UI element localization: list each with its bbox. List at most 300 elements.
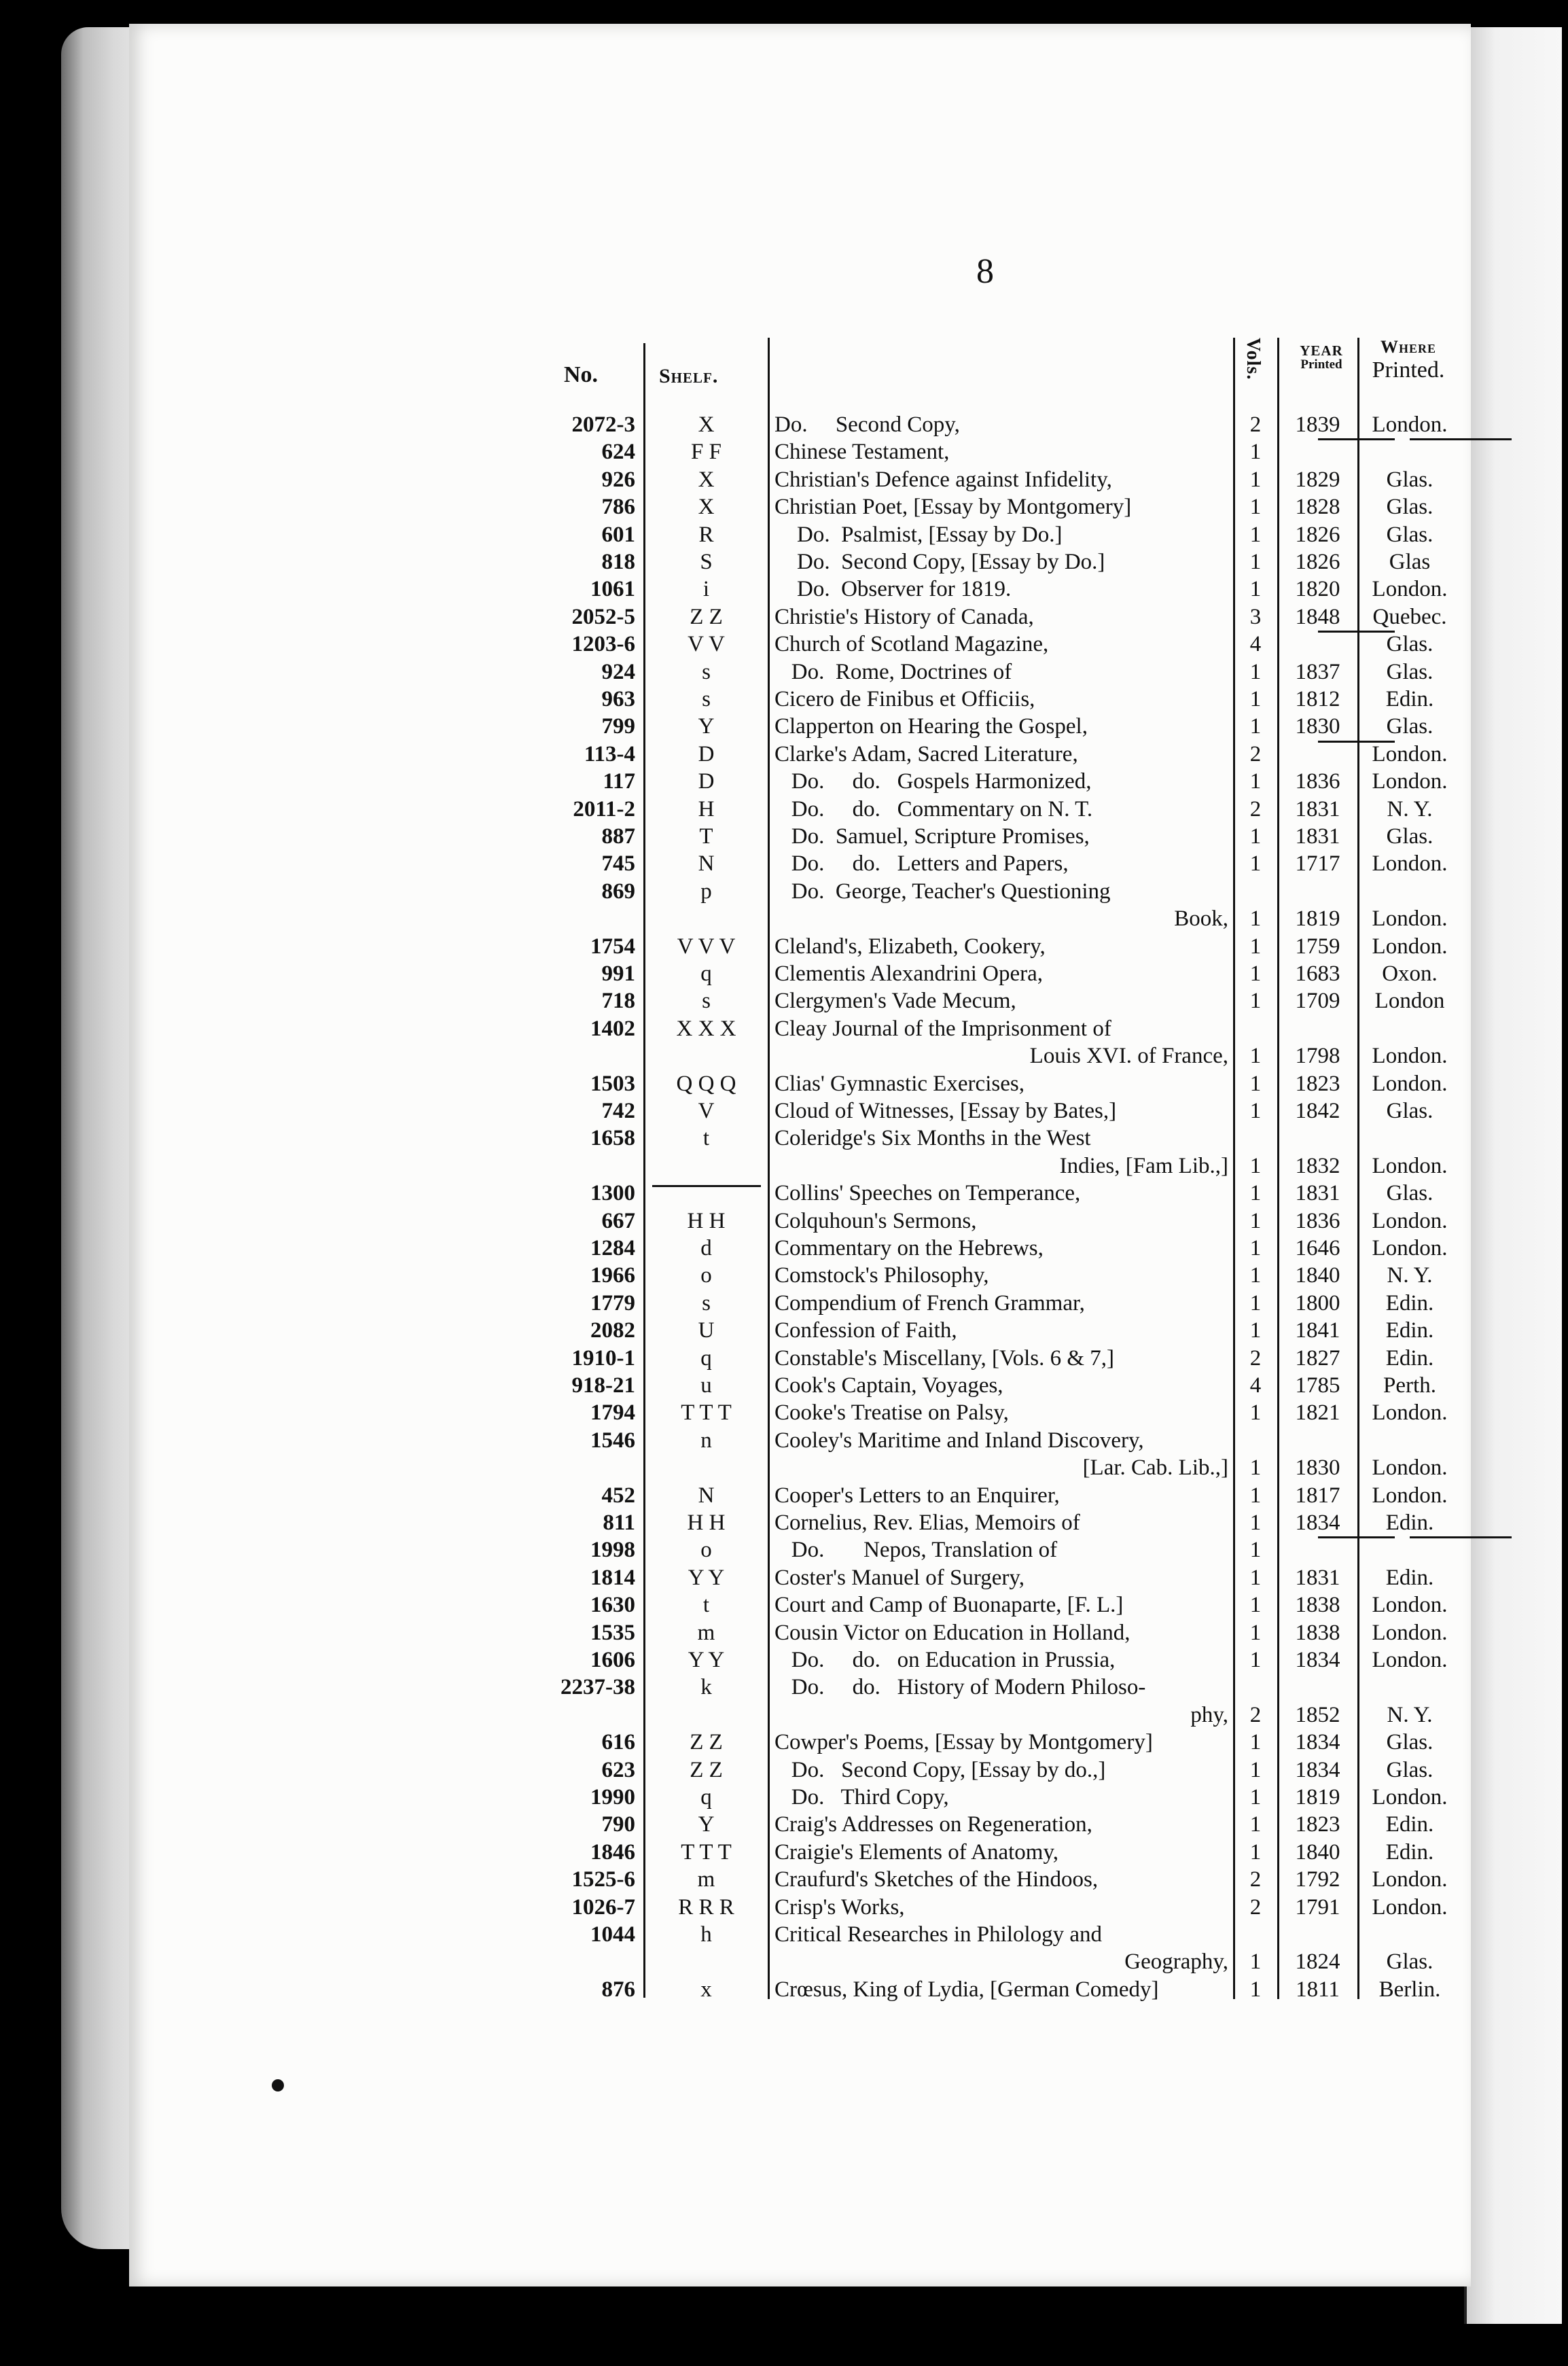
table-row — [129, 411, 1471, 438]
entry-title: Crœsus, King of Lydia, [German Comedy] — [774, 1977, 1159, 2002]
table-row — [129, 1756, 1471, 1784]
entry-title: Do. Observer for 1819. — [774, 577, 1012, 602]
entry-title-continuation: phy, — [1190, 1702, 1228, 1727]
entry-no: 601 — [601, 522, 635, 547]
table-row — [129, 1536, 1471, 1564]
table-row-continuation — [129, 1454, 1471, 1481]
entry-year: 1785 — [1295, 1373, 1340, 1398]
entry-where: London. — [1372, 1894, 1448, 1920]
entry-vols: 1 — [1249, 1785, 1262, 1809]
entry-year: 1831 — [1295, 824, 1340, 849]
entry-no: 117 — [603, 769, 635, 794]
header-no: No. — [564, 362, 599, 387]
table-row — [129, 1399, 1471, 1426]
entry-year: 1759 — [1295, 934, 1340, 959]
entry-vols: 1 — [1249, 1620, 1262, 1645]
next-page-edge — [1464, 27, 1562, 2324]
entry-no: 1203-6 — [571, 632, 635, 657]
entry-shelf: o — [700, 1538, 712, 1563]
entry-shelf: s — [702, 687, 711, 711]
entry-shelf: q — [700, 1345, 712, 1371]
entry-year: 1811 — [1296, 1977, 1340, 2002]
entry-shelf: Q Q Q — [676, 1071, 736, 1096]
entry-year: 1852 — [1295, 1702, 1340, 1727]
entry-where: Glas. — [1386, 659, 1433, 684]
entry-title: Crisp's Works, — [774, 1894, 905, 1920]
entry-year: 1646 — [1295, 1236, 1340, 1260]
entry-title: Clias' Gymnastic Exercises, — [774, 1071, 1024, 1096]
entry-shelf: x — [700, 1977, 712, 2002]
table-row — [129, 823, 1471, 850]
table-row — [129, 1235, 1471, 1262]
entry-title: Christie's History of Canada, — [774, 604, 1034, 629]
entry-shelf: V — [698, 1099, 715, 1123]
table-row — [129, 1180, 1471, 1207]
entry-shelf: t — [702, 1126, 710, 1151]
header-year-top: YEAR — [1300, 342, 1343, 359]
entry-title: Do. Second Copy, [Essay by do.,] — [774, 1757, 1106, 1782]
entry-title: Cooke's Treatise on Palsy, — [774, 1400, 1009, 1426]
entry-vols: 1 — [1249, 1949, 1262, 1975]
entry-vols: 1 — [1249, 467, 1262, 492]
entry-where: London. — [1372, 1483, 1448, 1508]
entry-year: 1841 — [1295, 1318, 1340, 1343]
entry-shelf: Y — [698, 714, 715, 739]
entry-year: 1834 — [1295, 1511, 1340, 1535]
entry-where: Glas. — [1386, 495, 1433, 520]
entry-vols: 2 — [1249, 1867, 1262, 1892]
entry-where: London. — [1372, 906, 1448, 932]
entry-where: London. — [1372, 1236, 1448, 1260]
entry-vols: 1 — [1249, 1757, 1262, 1782]
entry-no: 1284 — [590, 1236, 635, 1260]
entry-title: Commentary on the Hebrews, — [774, 1236, 1044, 1260]
entry-vols: 1 — [1249, 824, 1262, 849]
entry-title: Cicero de Finibus et Officiis, — [774, 687, 1035, 711]
entry-no: 1535 — [590, 1620, 635, 1645]
entry-title: Coster's Manuel of Surgery, — [774, 1565, 1024, 1590]
entry-where: N. Y. — [1387, 1702, 1433, 1727]
header-vols: Vols. — [1243, 338, 1264, 381]
entry-title: Cook's Captain, Voyages, — [774, 1373, 1003, 1398]
entry-vols: 2 — [1249, 741, 1262, 766]
table-row — [129, 1097, 1471, 1125]
entry-shelf: V V V — [677, 934, 736, 959]
entry-no: 2052-5 — [571, 604, 635, 629]
entry-vols: 1 — [1249, 1593, 1262, 1618]
entry-where: Glas. — [1386, 632, 1433, 657]
entry-no: 1044 — [590, 1922, 635, 1947]
entry-title: Chinese Testament, — [774, 440, 950, 465]
entry-vols: 2 — [1249, 796, 1262, 822]
table-row — [129, 493, 1471, 520]
entry-where: London — [1374, 989, 1445, 1014]
entry-title-continuation: Book, — [1174, 906, 1228, 932]
table-row — [129, 1921, 1471, 1948]
entry-year: 1823 — [1295, 1812, 1340, 1837]
page-number: 8 — [976, 252, 994, 291]
entry-where: Edin. — [1385, 1839, 1434, 1865]
entry-shelf: d — [700, 1236, 712, 1260]
entry-title: Do. do. Gospels Harmonized, — [774, 769, 1092, 794]
table-row — [129, 1509, 1471, 1536]
entry-no: 926 — [601, 467, 635, 492]
entry-no: 1606 — [590, 1648, 635, 1672]
entry-title: Do. do. on Education in Prussia, — [774, 1648, 1116, 1672]
entry-shelf: T T T — [681, 1839, 732, 1865]
entry-no: 876 — [601, 1977, 635, 2002]
table-row — [129, 1290, 1471, 1317]
table-row — [129, 878, 1471, 905]
entry-vols: 1 — [1249, 851, 1262, 877]
table-row-continuation — [129, 1701, 1471, 1729]
entry-title: Christian's Defence against Infidelity, — [774, 467, 1112, 492]
entry-vols: 1 — [1249, 1455, 1262, 1481]
entry-no: 799 — [601, 714, 635, 739]
entry-title: Do. Psalmist, [Essay by Do.] — [774, 522, 1063, 547]
entry-no: 887 — [601, 824, 635, 849]
entry-where: London. — [1372, 1593, 1448, 1618]
table-row — [129, 850, 1471, 877]
entry-no: 963 — [601, 687, 635, 711]
entry-no: 869 — [601, 879, 635, 904]
entry-title: Collins' Speeches on Temperance, — [774, 1181, 1081, 1206]
entry-title: Cousin Victor on Education in Holland, — [774, 1620, 1130, 1645]
entry-where: Oxon. — [1382, 961, 1438, 986]
table-row — [129, 1345, 1471, 1372]
entry-shelf: H H — [687, 1208, 726, 1233]
entry-year: 1837 — [1295, 659, 1340, 684]
entry-no: 1846 — [590, 1839, 635, 1865]
table-row — [129, 1866, 1471, 1893]
entry-title: Confession of Faith, — [774, 1318, 957, 1343]
entry-vols: 1 — [1249, 1565, 1262, 1590]
table-row — [129, 1207, 1471, 1235]
entry-title-continuation: Indies, [Fam Lib.,] — [1059, 1153, 1228, 1178]
entry-vols: 1 — [1249, 1099, 1262, 1123]
entry-title: Cleay Journal of the Imprisonment of — [774, 1016, 1111, 1041]
entry-no: 1754 — [590, 934, 635, 959]
entry-shelf: s — [702, 659, 711, 684]
entry-shelf: Y Y — [688, 1565, 725, 1590]
entry-year: 1840 — [1295, 1839, 1340, 1865]
entry-shelf: V V — [688, 632, 725, 657]
entry-title: Church of Scotland Magazine, — [774, 632, 1049, 657]
entry-no: 2237-38 — [560, 1675, 635, 1700]
entry-where: London. — [1372, 741, 1448, 766]
entry-shelf: u — [700, 1373, 712, 1398]
entry-title: Constable's Miscellany, [Vols. 6 & 7,] — [774, 1345, 1114, 1371]
entry-no: 786 — [601, 495, 635, 520]
entry-title-continuation: Louis XVI. of France, — [1029, 1044, 1228, 1069]
entry-where: London. — [1372, 934, 1448, 959]
entry-no: 1779 — [590, 1290, 635, 1316]
entry-vols: 1 — [1249, 1538, 1262, 1563]
entry-year: 1826 — [1295, 550, 1340, 574]
entry-shelf: T — [699, 824, 713, 849]
entry-no: 1525-6 — [571, 1867, 635, 1892]
entry-year: 1834 — [1295, 1730, 1340, 1755]
table-row — [129, 741, 1471, 768]
header-year-bottom: Printed — [1300, 357, 1342, 372]
entry-year: 1831 — [1295, 796, 1340, 822]
entry-where: London. — [1372, 1620, 1448, 1645]
table-row — [129, 631, 1471, 658]
entry-vols: 1 — [1249, 550, 1262, 574]
entry-shelf: D — [698, 769, 715, 794]
entry-shelf: s — [702, 1290, 711, 1316]
header-where-top: Where — [1380, 337, 1436, 357]
entry-year: 1839 — [1295, 412, 1340, 437]
entry-where: Glas. — [1386, 522, 1433, 547]
entry-shelf: R — [698, 522, 714, 547]
entry-vols: 1 — [1249, 577, 1262, 602]
entry-title: Coleridge's Six Months in the West — [774, 1126, 1091, 1151]
entry-title: Craufurd's Sketches of the Hindoos, — [774, 1867, 1099, 1892]
entry-vols: 1 — [1249, 1812, 1262, 1837]
entry-no: 790 — [601, 1812, 635, 1837]
entry-no: 624 — [601, 440, 635, 465]
entry-year: 1791 — [1295, 1894, 1340, 1920]
table-row — [129, 548, 1471, 576]
entry-year: 1828 — [1295, 495, 1340, 520]
entry-no: 616 — [601, 1730, 635, 1755]
entry-shelf: R R R — [678, 1894, 734, 1920]
entry-shelf: Z Z — [690, 604, 723, 629]
entry-where: Perth. — [1383, 1373, 1436, 1398]
entry-no: 742 — [601, 1099, 635, 1123]
entry-year: 1840 — [1295, 1263, 1340, 1288]
entry-where: London. — [1372, 1400, 1448, 1426]
entry-where: N. Y. — [1387, 1263, 1433, 1288]
entry-where: Edin. — [1385, 1318, 1434, 1343]
entry-year: 1683 — [1295, 961, 1340, 986]
entry-where: London. — [1372, 851, 1448, 877]
entry-year: 1826 — [1295, 522, 1340, 547]
entry-year: 1800 — [1295, 1290, 1340, 1316]
table-row — [129, 1976, 1471, 2003]
entry-vols: 1 — [1249, 440, 1262, 465]
entry-year: 1820 — [1295, 577, 1340, 602]
entry-where: London. — [1372, 1044, 1448, 1069]
entry-where: London. — [1372, 1208, 1448, 1233]
entry-no: 1061 — [590, 577, 635, 602]
entry-title: Do. do. History of Modern Philoso- — [774, 1675, 1146, 1700]
table-row — [129, 1784, 1471, 1811]
entry-vols: 1 — [1249, 1208, 1262, 1233]
entry-vols: 1 — [1249, 714, 1262, 739]
entry-year: 1819 — [1295, 1785, 1340, 1809]
table-row — [129, 1317, 1471, 1344]
entry-vols: 1 — [1249, 495, 1262, 520]
entry-year: 1821 — [1295, 1400, 1340, 1426]
header-shelf: Shelf. — [659, 365, 719, 387]
entry-year: 1798 — [1295, 1044, 1340, 1069]
entry-where: Glas. — [1386, 1181, 1433, 1206]
entry-where: N. Y. — [1387, 796, 1433, 822]
entry-shelf: q — [700, 1785, 712, 1809]
entry-shelf: X — [698, 495, 715, 520]
entry-no: 818 — [601, 550, 635, 574]
entry-no: 1503 — [590, 1071, 635, 1096]
entry-no: 667 — [601, 1208, 635, 1233]
entry-shelf: m — [697, 1620, 715, 1645]
entry-year: 1838 — [1295, 1593, 1340, 1618]
entry-where-rule — [1410, 1536, 1512, 1538]
entry-year: 1830 — [1295, 1455, 1340, 1481]
table-row-continuation — [129, 1042, 1471, 1070]
table-row — [129, 713, 1471, 740]
entry-shelf: H — [698, 796, 715, 822]
entry-year: 1792 — [1295, 1867, 1340, 1892]
entry-title: Clapperton on Hearing the Gospel, — [774, 714, 1088, 739]
entry-year-rule — [1318, 1536, 1395, 1538]
entry-vols: 1 — [1249, 522, 1262, 547]
entry-where: Glas. — [1386, 1099, 1433, 1123]
entry-shelf: n — [700, 1428, 712, 1453]
entry-year: 1838 — [1295, 1620, 1340, 1645]
entry-shelf: h — [700, 1922, 712, 1947]
table-row — [129, 576, 1471, 603]
ink-dot — [272, 2079, 284, 2091]
entry-year: 1827 — [1295, 1345, 1340, 1371]
entry-where: Edin. — [1385, 1511, 1434, 1535]
entry-where: Edin. — [1385, 1812, 1434, 1837]
entry-no: 113-4 — [584, 741, 635, 766]
entry-shelf: D — [698, 741, 715, 766]
entry-title: Clergymen's Vade Mecum, — [774, 989, 1016, 1014]
entry-title: Cowper's Poems, [Essay by Montgomery] — [774, 1730, 1153, 1755]
table-row — [129, 1427, 1471, 1454]
header-where-bottom: Printed. — [1372, 357, 1445, 383]
entry-year: 1717 — [1295, 851, 1340, 877]
entry-vols: 1 — [1249, 659, 1262, 684]
catalogue-page — [129, 24, 1471, 2286]
table-row — [129, 1729, 1471, 1756]
entry-where: London. — [1372, 1785, 1448, 1809]
entry-shelf: X X X — [676, 1016, 736, 1041]
entry-year: 1830 — [1295, 714, 1340, 739]
entry-no: 745 — [601, 851, 635, 877]
entry-vols: 2 — [1249, 1345, 1262, 1371]
entry-title: Do. Second Copy, [Essay by Do.] — [774, 550, 1105, 574]
entry-title: Do. do. Letters and Papers, — [774, 851, 1069, 877]
entry-where: Edin. — [1385, 1345, 1434, 1371]
entry-vols: 1 — [1249, 1181, 1262, 1206]
entry-no: 1998 — [590, 1538, 635, 1563]
table-row-continuation — [129, 905, 1471, 932]
entry-vols: 1 — [1249, 1400, 1262, 1426]
entry-vols: 1 — [1249, 1290, 1262, 1316]
table-row — [129, 686, 1471, 713]
entry-year: 1819 — [1295, 906, 1340, 932]
entry-vols: 1 — [1249, 1071, 1262, 1096]
table-row — [129, 1646, 1471, 1674]
entry-shelf: X — [698, 467, 715, 492]
entry-vols: 3 — [1249, 604, 1262, 629]
entry-year-rule — [1318, 438, 1395, 440]
entry-vols: 1 — [1249, 687, 1262, 711]
entry-title: Comstock's Philosophy, — [774, 1263, 989, 1288]
entry-title: Colquhoun's Sermons, — [774, 1208, 977, 1233]
entry-vols: 2 — [1249, 1702, 1262, 1727]
table-row — [129, 1591, 1471, 1619]
entry-where: Glas. — [1386, 714, 1433, 739]
entry-shelf: t — [702, 1593, 710, 1618]
table-row — [129, 987, 1471, 1014]
entry-vols: 1 — [1249, 1236, 1262, 1260]
table-row — [129, 658, 1471, 686]
table-row — [129, 1015, 1471, 1042]
entry-where: Edin. — [1385, 1290, 1434, 1316]
entry-no: 1910-1 — [571, 1345, 635, 1371]
entry-vols: 1 — [1249, 1977, 1262, 2002]
entry-year: 1831 — [1295, 1565, 1340, 1590]
entry-year: 1831 — [1295, 1181, 1340, 1206]
entry-no: 918-21 — [571, 1373, 635, 1398]
entry-where: London. — [1372, 769, 1448, 794]
entry-vols: 1 — [1249, 1263, 1262, 1288]
entry-year: 1824 — [1295, 1949, 1340, 1975]
entry-no: 2082 — [590, 1318, 635, 1343]
entry-where: Glas. — [1386, 1949, 1433, 1975]
table-row — [129, 1125, 1471, 1152]
entry-no: 1658 — [590, 1126, 635, 1151]
entry-vols: 1 — [1249, 1839, 1262, 1865]
entry-shelf: U — [698, 1318, 715, 1343]
entry-vols: 1 — [1249, 961, 1262, 986]
entry-vols: 1 — [1249, 934, 1262, 959]
table-row — [129, 796, 1471, 823]
entry-shelf: N — [698, 851, 715, 877]
entry-where: London. — [1372, 577, 1448, 602]
entry-title: Cleland's, Elizabeth, Cookery, — [774, 934, 1046, 959]
entry-where: London. — [1372, 1455, 1448, 1481]
table-row — [129, 521, 1471, 548]
entry-year: 1829 — [1295, 467, 1340, 492]
entry-vols: 1 — [1249, 1153, 1262, 1178]
entry-title: Cooper's Letters to an Enquirer, — [774, 1483, 1060, 1508]
entry-where: London. — [1372, 1071, 1448, 1096]
entry-no: 452 — [601, 1483, 635, 1508]
entry-where: Berlin. — [1378, 1977, 1441, 2002]
entry-title: Clarke's Adam, Sacred Literature, — [774, 741, 1078, 766]
entry-title: Clementis Alexandrini Opera, — [774, 961, 1043, 986]
entry-year: 1709 — [1295, 989, 1340, 1014]
table-row — [129, 1372, 1471, 1399]
entry-no: 623 — [601, 1757, 635, 1782]
entry-shelf: q — [700, 961, 712, 986]
entry-year: 1836 — [1295, 1208, 1340, 1233]
entry-title-continuation: Geography, — [1124, 1949, 1228, 1975]
table-row — [129, 1674, 1471, 1701]
entry-no: 1814 — [590, 1565, 635, 1590]
entry-title: Do. Second Copy, — [774, 412, 960, 437]
table-row — [129, 603, 1471, 631]
table-row — [129, 438, 1471, 465]
entry-year: 1812 — [1295, 687, 1340, 711]
entry-vols: 1 — [1249, 1318, 1262, 1343]
entry-no: 924 — [601, 659, 635, 684]
table-row — [129, 1262, 1471, 1289]
entry-no: 1300 — [590, 1181, 635, 1206]
entry-title: Court and Camp of Buonaparte, [F. L.] — [774, 1593, 1124, 1618]
entry-title-continuation: [Lar. Cab. Lib.,] — [1082, 1455, 1228, 1481]
entry-vols: 4 — [1249, 632, 1262, 657]
entry-title: Do. Third Copy, — [774, 1785, 949, 1809]
entry-shelf: H H — [687, 1511, 726, 1535]
entry-where: London. — [1372, 1153, 1448, 1178]
